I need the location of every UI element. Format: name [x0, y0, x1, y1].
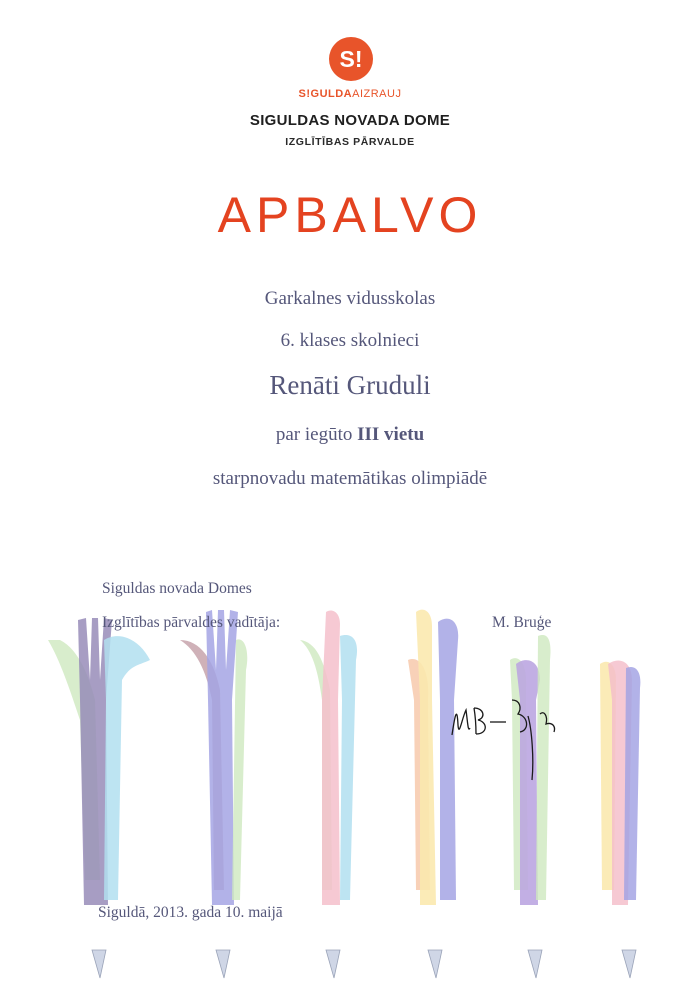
signature-line-2: Izglītības pārvaldes vadītāja:	[102, 614, 281, 631]
event-line: starpnovadu matemātikas olimpiādē	[212, 468, 488, 489]
siguldas-logo-mark: S!	[329, 37, 373, 81]
school-line: Garkalnes vidusskolas	[264, 288, 436, 309]
class-line: 6. klases skolnieci	[280, 330, 420, 351]
place-and-date: Siguldā, 2013. gada 10. maijā	[98, 904, 283, 921]
hand-group-4	[408, 610, 458, 905]
department-name: IZGLĪTĪBAS PĀRVALDE	[285, 136, 415, 148]
recipient-name: Renāti Gruduli	[269, 370, 431, 400]
hand-group-2	[180, 610, 247, 905]
award-title: APBALVO	[217, 187, 483, 243]
signer-name: M. Bruģe	[492, 614, 552, 631]
hand-group-3	[300, 611, 357, 906]
hand-group-5	[510, 635, 551, 905]
hand-group-6	[600, 661, 640, 905]
logo-word-part1: S!GULDA	[298, 88, 353, 100]
reason-line	[60, 424, 640, 446]
organization-name: SIGULDAS NOVADA DOME	[249, 112, 451, 129]
signature-line-1: Siguldas novada Domes	[102, 580, 252, 597]
reason-prefix: par iegūto	[275, 424, 358, 445]
pencil-tips	[92, 950, 636, 978]
logo-wordmark	[270, 88, 430, 100]
place-achieved: III vietu	[357, 424, 425, 445]
hand-group-1	[48, 618, 150, 905]
logo-word-part2: AIZRAUJ	[352, 88, 402, 100]
